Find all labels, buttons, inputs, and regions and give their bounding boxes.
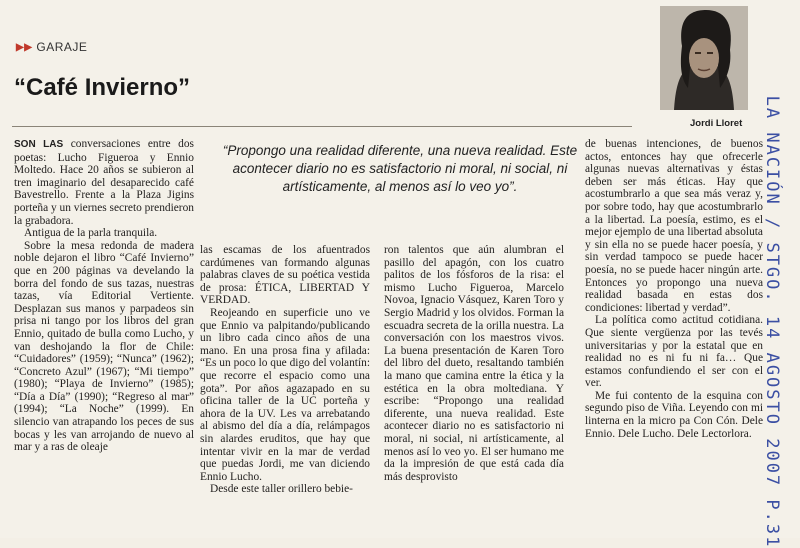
article-column-4 [585,138,763,440]
paragraph: Reojeando en superficie uno ve que Ennio va palpitando/publicando un libro cada cinco años de una mano. En una prosa fina y afilada: “Es un poco lo que digo del volantín: que recorre el espacio como una gota”. Por años agazapado en su oficina taller de la UC porteña y ahora de la UV. Les va arrebatando al abismo del día a día, relámpagos sin alardes eruditos, que hay que intentar vivir en la mar de verdad que puedas Jordi, me van diciendo Ennio Lucho. [200,306,370,483]
handwritten-source-date: LA NACIÓN / STGO. 14 AGOSTO 2007 P.31 [762,95,782,548]
photo-caption: Jordi Lloret [690,118,743,129]
paragraph: Me fui contento de la esquina con segundo piso de Viña. Leyendo con mi linterna en la micro pa Con Cón. Dele Ennio. Dele Lucho. Dele Lectorlora. [585,389,763,440]
portrait-image [660,6,748,110]
article-column-1 [14,138,194,454]
section-name: GARAJE [36,40,88,54]
paragraph: La política como actitud cotidiana. Que siente vergüenza por las tevés universitarias y por la estatal que en realidad no es ni fu ni fa… Que estamos confundiendo el ser con el ver. [585,314,763,390]
article-column-2 [200,244,370,496]
author-photo [660,6,748,110]
pull-quote: “Propongo una realidad diferente, una nueva realidad. Este acontecer diario no es satisfactorio ni moral, ni social, ni artísticamente, al menos así lo veo yo”. [222,143,578,194]
paragraph: de buenas intenciones, de buenos actos, entonces hay que ofrecerle algunas nuevas alternativas y éstas deben ser más éticas. Hay que acostumbrarlo a que sea más veraz y, por sobre todo, hay que acostumbrarlo a la libertad. La poesía, estimo, es el mejor ejemplo de una libertad absoluta y sin ella no se puede hacer poesía, y sin verdad tampoco se puede hacer poesía, no se puede hacer ningún arte. Entonces yo propongo una nueva realidad basada en estas dos condiciones: libertad y verdad”. [585,138,763,314]
article-column-3 [384,244,564,483]
section-label [16,40,87,54]
handwritten-annotation [742,95,800,548]
paragraph: ron talentos que aún alumbran el pasillo del apagón, con los cuatro palitos de los fósforos de la risa: el mismo Lucho Figueroa, Marcelo Novoa, Ignacio Vásquez, Karen Toro y Sergio Madrid y los olvidos. Forman la escuadra secreta de la orilla nuestra. La conversación con los maestros vivos. La buena presentación de Karen Toro del libro del dueto, resaltando también la mano que camina entre la ética y la estética en la obra moltediana. Y escribe: “Propongo una realidad diferente, una nueva realidad. Este acontecer diario no es satisfactorio ni moral, ni social, ni artísticamente, al menos así lo veo yo. El ser humano me da la impresión de que está cada día más desprovisto [384,244,564,483]
paragraph [14,138,194,227]
article-headline: “Café Invierno” [14,74,191,101]
double-arrow-icon: ▶▶ [16,41,33,53]
paragraph: Sobre la mesa redonda de madera noble dejaron el libro “Café Invierno” que en 200 páginas va develando la borra del fondo de sus tazas, nuestras tazas, vía Editorial Vertiente. Desplazan sus manos y parpadeos sin prisa ni tango por los libros del gran Ennio, quitado de bulla como Lucho, y van deshojando la flor de Chile: “Cuidadores” (1959); “Nunca” (1962); “Concreto Azul” (1967); “Mi tiempo” (1980); “Playa de Invierno” (1985); “Día a Día” (1990); “Regreso al mar” (1994); “La Noche” (1999). En silencio van atrapando los peces de sus bocas y les van arrojando de nuevo al mar y a ras de oleaje [14,239,194,454]
paragraph: Antigua de la parla tranquila. [24,227,158,240]
divider [12,126,632,127]
paragraph: las escamas de los afuentrados cardúmenes van formando algunas palabras claves de su poética vestida de prosa: ÉTICA, LIBERTAD Y VERDAD. [200,244,370,307]
lead-in: SON LAS [14,139,64,150]
paragraph: Desde este taller orillero bebie- [210,483,353,496]
paragraph-text: conversaciones entre dos poetas: Lucho Figueroa y Ennio Moltedo. Hace 20 años se subieron al tren imaginario del desaparecido café Bavestrello. Frente a la Plaza Jigins porteña y un viernes secreto prendieron la grabadora. [14,138,194,227]
